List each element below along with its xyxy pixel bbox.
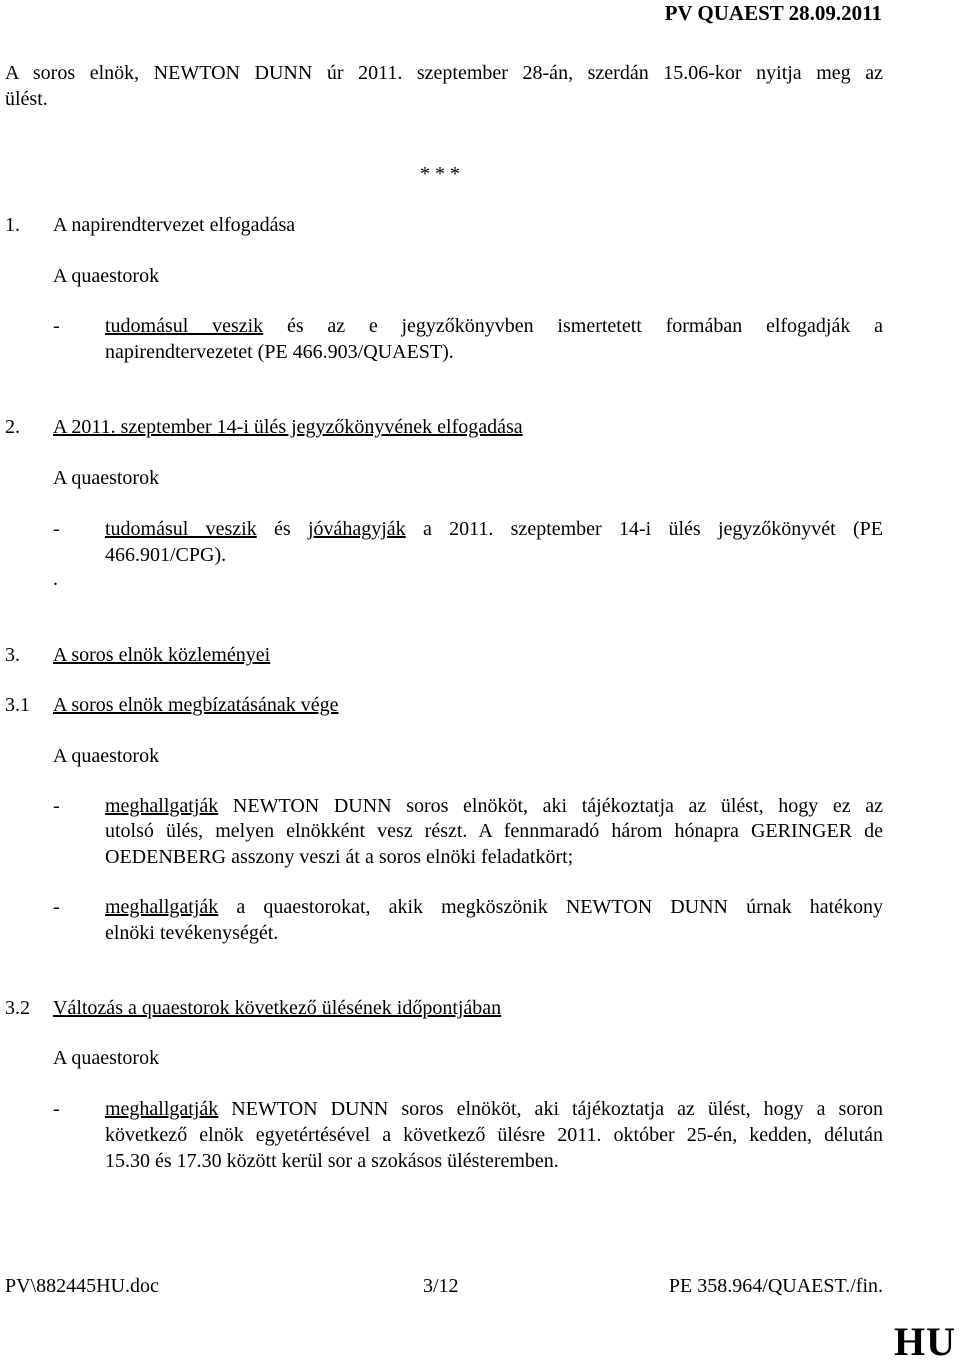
item-3-1-p1-verb: meghallgatják: [105, 795, 219, 817]
item-2-conjunction: és: [273, 518, 291, 540]
item-3-2-number: 3.2: [5, 997, 30, 1019]
item-1-subject: A quaestorok: [53, 265, 160, 287]
item-3-2-p1-dash: -: [53, 1098, 60, 1120]
item-1-dash: -: [53, 315, 60, 337]
item-1-verb: tudomásul veszik: [105, 315, 264, 337]
item-3-2-p1-line-1-rest: NEWTON DUNN soros elnököt, aki tájékoztatja az ülést, hogy a soron: [231, 1098, 884, 1120]
item-2-subject: A quaestorok: [53, 467, 160, 489]
item-3-1-p2-line-2: elnöki tevékenységét.: [105, 922, 279, 944]
item-3-2-subject: A quaestorok: [53, 1047, 160, 1069]
item-3-1-p1-line-3: OEDENBERG asszony veszi át a soros elnöki feladatkört;: [105, 846, 574, 868]
item-3-title: A soros elnök közleményei: [53, 644, 271, 666]
item-2-dash: -: [53, 518, 60, 540]
item-3-1-p1-line-1: [105, 793, 883, 819]
item-2-stray-dot: .: [53, 568, 58, 590]
item-3-2-p1-line-3: 15.30 és 17.30 között kerül sor a szokásos ülésteremben.: [105, 1150, 559, 1172]
item-1-number: 1.: [5, 214, 20, 236]
item-3-1-p2-dash: -: [53, 896, 60, 918]
item-2-verb-2: jóváhagyják: [307, 518, 406, 540]
page-header-title: PV QUAEST 28.09.2011: [664, 1, 882, 25]
item-1-line-1-rest: és az e jegyzőkönyvben ismertetett formában elfogadják a: [286, 315, 883, 337]
separator-asterisks: * * *: [420, 163, 460, 185]
item-2-title: A 2011. szeptember 14-i ülés jegyzőkönyvének elfogadása: [53, 416, 523, 438]
item-3-number: 3.: [5, 644, 20, 666]
item-3-1-p2-line-1: [105, 894, 883, 920]
item-1-line-1: [105, 313, 883, 339]
item-3-1-number: 3.1: [5, 694, 30, 716]
item-2-line-1-rest: a 2011. szeptember 14-i ülés jegyzőkönyvét (PE: [422, 518, 883, 540]
footer-language-code: HU: [894, 1319, 956, 1364]
item-3-1-p1-dash: -: [53, 795, 60, 817]
item-2-verb-1: tudomásul veszik: [105, 518, 257, 540]
footer-reference: PE 358.964/QUAEST./fin.: [668, 1275, 883, 1297]
item-2-line-1: [105, 516, 883, 542]
item-3-2-title: Változás a quaestorok következő ülésének időpontjában: [53, 997, 502, 1019]
item-3-1-title: A soros elnök megbízatásának vége: [53, 694, 339, 716]
opening-line-1: A soros elnök, NEWTON DUNN úr 2011. szeptember 28-án, szerdán 15.06-kor nyitja meg az: [5, 62, 883, 84]
footer-doc-name: PV\882445HU.doc: [5, 1275, 159, 1297]
item-2-line-2: 466.901/CPG).: [105, 544, 227, 566]
item-3-1-p1-line-1-rest: NEWTON DUNN soros elnököt, aki tájékoztatja az ülést, hogy ez az: [232, 795, 884, 817]
item-1-title: A napirendtervezet elfogadása: [53, 214, 296, 236]
footer-page-number: 3/12: [423, 1275, 459, 1297]
item-3-2-p1-line-1: [105, 1096, 883, 1122]
item-3-1-p2-verb: meghallgatják: [105, 896, 219, 918]
item-3-1-p1-line-2: utolsó ülés, melyen elnökként vesz részt. A fennmaradó három hónapra GERINGER de: [105, 820, 883, 842]
opening-line-2: ülést.: [5, 88, 48, 110]
item-3-2-p1-verb: meghallgatják: [105, 1098, 219, 1120]
item-1-line-2: napirendtervezetet (PE 466.903/QUAEST).: [105, 341, 454, 363]
item-3-2-p1-line-2: következő elnök egyetértésével a következő ülésre 2011. október 25-én, kedden, délután: [105, 1124, 883, 1146]
item-3-1-subject: A quaestorok: [53, 745, 160, 767]
item-2-number: 2.: [5, 416, 20, 438]
item-3-1-p2-line-1-rest: a quaestorokat, akik megköszönik NEWTON DUNN úrnak hatékony: [236, 896, 883, 918]
